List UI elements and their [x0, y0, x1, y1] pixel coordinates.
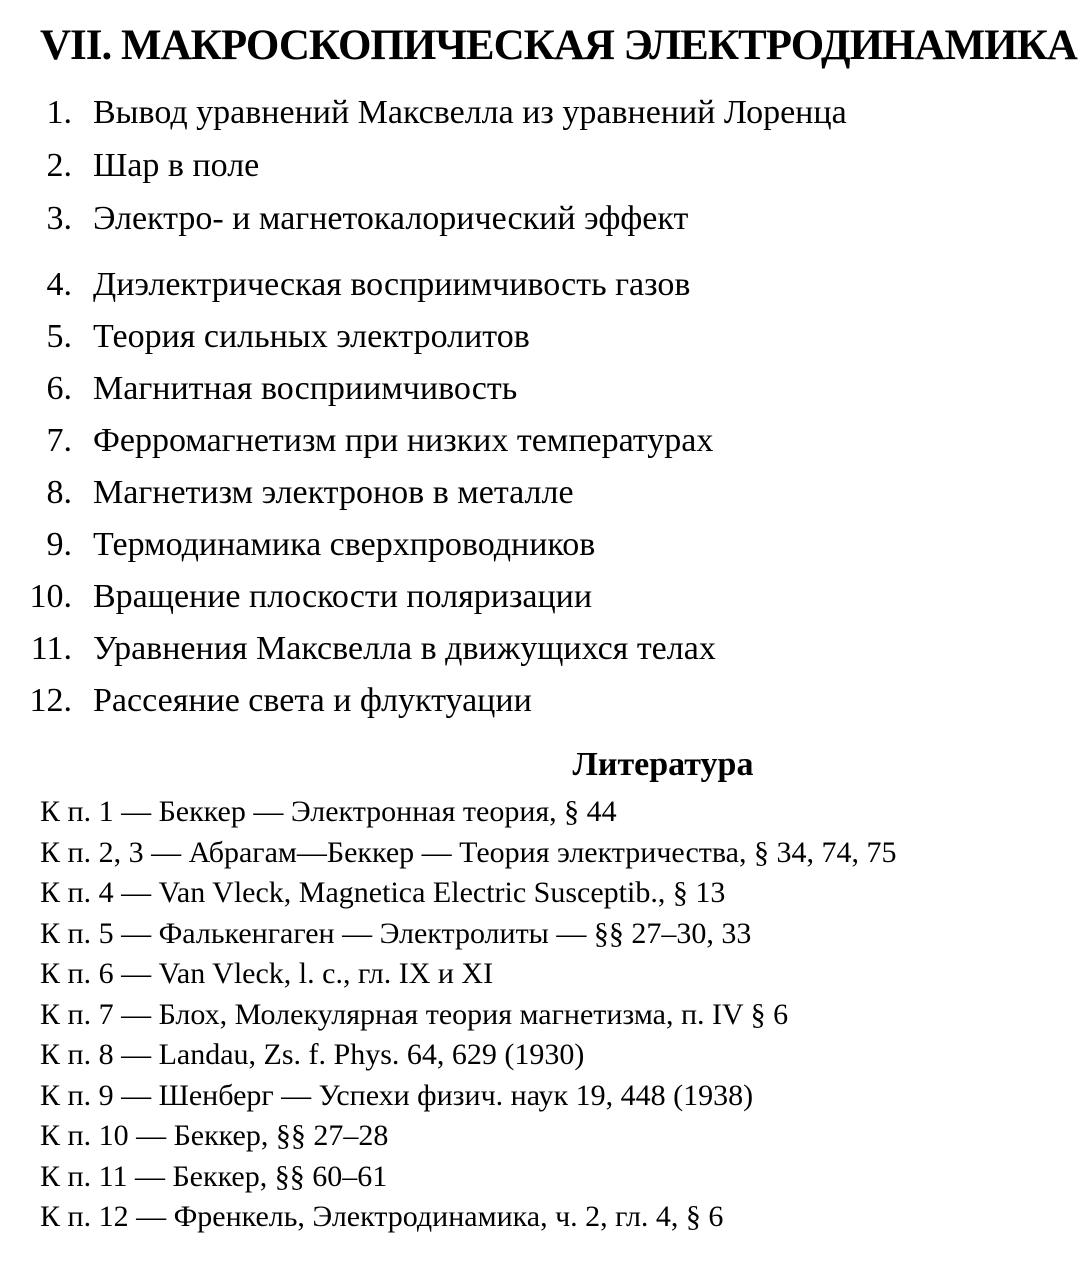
toc-item — [0, 259, 1080, 311]
toc-item-label: Вращение плоскости поляризации — [93, 578, 593, 615]
toc-item — [0, 519, 1080, 571]
toc-item-label: Электро- и магнетокалорический эффект — [93, 199, 689, 237]
literature-entry: К п. 9 — Шенберг — Успехи физич. наук 19, 448 (1938) — [40, 1078, 754, 1112]
toc-item-number: 9. — [46, 526, 72, 563]
toc-item-number: 8. — [46, 474, 72, 511]
literature-entry: К п. 10 — Беккер, §§ 27–28 — [40, 1119, 389, 1152]
toc-item-number: 2. — [46, 146, 72, 184]
literature-entry: К п. 5 — Фалькенгаген — Электролиты — §§ 27–30, 33 — [40, 916, 752, 950]
toc-item-number: 11. — [30, 630, 72, 667]
literature-entry: К п. 8 — Landau, Zs. f. Phys. 64, 629 (1930) — [40, 1038, 585, 1071]
toc-item-label: Теория сильных электролитов — [93, 318, 530, 355]
toc-item-label: Термодинамика сверхпроводников — [93, 526, 596, 563]
toc-item-number: 7. — [46, 422, 72, 459]
table-of-contents — [0, 86, 1080, 727]
toc-item — [0, 571, 1080, 623]
literature-entry: К п. 6 — Van Vleck, l. c., гл. IX и XI — [40, 957, 494, 990]
toc-item — [0, 192, 1080, 245]
toc-item-number: 4. — [46, 266, 72, 303]
toc-item — [0, 675, 1080, 727]
toc-item — [0, 415, 1080, 467]
toc-item-label: Шар в поле — [93, 146, 260, 184]
toc-item — [0, 311, 1080, 363]
toc-item — [0, 363, 1080, 415]
literature-entry: К п. 7 — Блох, Молекулярная теория магнетизма, п. IV § 6 — [40, 997, 789, 1031]
toc-item — [0, 86, 1080, 139]
literature-entry: К п. 4 — Van Vleck, Magnetica Electric Susceptib., § 13 — [40, 876, 726, 909]
toc-item-label: Магнетизм электронов в металле — [93, 474, 574, 511]
toc-item-label: Вывод уравнений Максвелла из уравнений Лоренца — [93, 93, 847, 131]
chapter-title: VII. МАКРОСКОПИЧЕСКАЯ ЭЛЕКТРОДИНАМИКА — [40, 22, 1077, 69]
toc-item-label: Уравнения Максвелла в движущихся телах — [93, 630, 716, 667]
toc-item-label: Ферромагнетизм при низких температурах — [93, 422, 714, 459]
toc-item-label: Рассеяние света и флуктуации — [93, 682, 532, 719]
literature-list — [40, 792, 1080, 1238]
toc-item-number: 10. — [29, 578, 72, 615]
toc-item-number: 5. — [46, 318, 72, 355]
toc-item-number: 1. — [46, 93, 72, 131]
toc-item — [0, 467, 1080, 519]
literature-entry: К п. 1 — Беккер — Электронная теория, § 44 — [40, 795, 617, 828]
literature-entry: К п. 11 — Беккер, §§ 60–61 — [40, 1159, 388, 1193]
toc-item-label: Диэлектрическая восприимчивость газов — [93, 266, 691, 303]
toc-item — [0, 623, 1080, 675]
literature-entry: К п. 12 — Френкель, Электродинамика, ч. 2, гл. 4, § 6 — [40, 1200, 724, 1233]
literature-entry: К п. 2, 3 — Абрагам—Беккер — Теория электричества, § 34, 74, 75 — [40, 835, 897, 869]
toc-item-number: 6. — [46, 370, 72, 407]
toc-item-number: 12. — [29, 682, 72, 719]
literature-heading: Литература — [572, 746, 754, 783]
toc-item-number: 3. — [46, 199, 72, 237]
toc-item — [0, 139, 1080, 192]
toc-item-label: Магнитная восприимчивость — [93, 370, 518, 407]
